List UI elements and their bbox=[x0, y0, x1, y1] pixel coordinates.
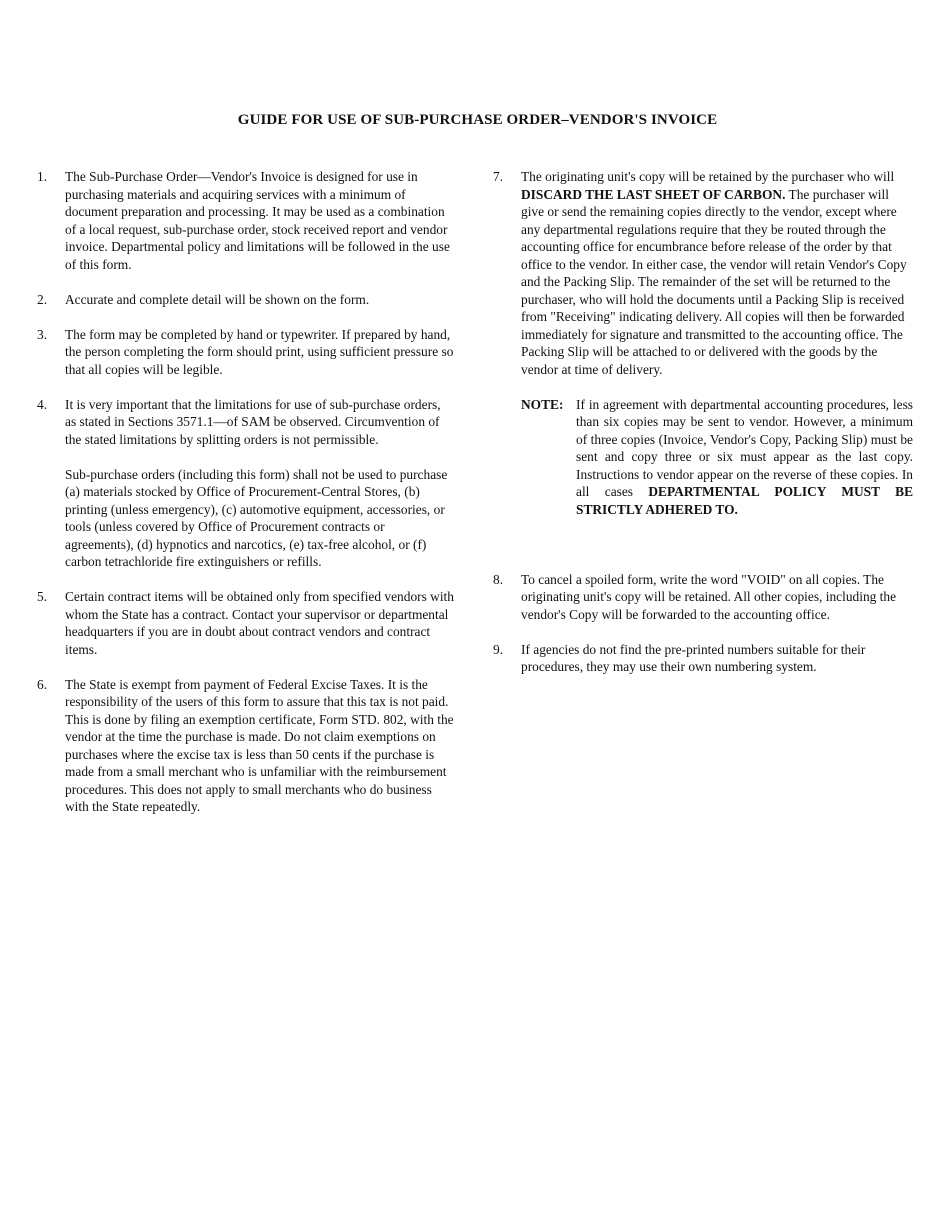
guide-item-6 bbox=[37, 676, 455, 816]
item-text bbox=[521, 168, 913, 378]
item-number: 8. bbox=[493, 571, 504, 587]
item-text: The State is exempt from payment of Federal Excise Taxes. It is the responsibility of the users of this form to assure that this tax is not paid. This is done by filing an exemption certificate, Form STD. 802, with the vendor at the time the purchase is made. Do not claim exemptions on purchases where the excise tax is less than 50 cents if the purchase is made from a small merchant who is unfamiliar with the reimbursement procedures. This does not apply to small merchants who do business with the State repeatedly. bbox=[65, 676, 454, 814]
item-text: If agencies do not find the pre-printed numbers suitable for their procedures, they may use their own numbering system. bbox=[521, 641, 866, 674]
item-text: To cancel a spoiled form, write the word "VOID" on all copies. The originating unit's copy will be retained. All other copies, including the vendor's Copy will be forwarded to the accounting office. bbox=[521, 571, 897, 622]
item-number: 6. bbox=[37, 676, 48, 692]
guide-item-7 bbox=[493, 168, 913, 518]
item-text: Accurate and complete detail will be shown on the form. bbox=[65, 291, 370, 307]
item-number: 7. bbox=[493, 169, 504, 184]
item-text: The form may be completed by hand or typewriter. If prepared by hand, the person completing the form should print, using sufficient pressure so that all copies will be legible. bbox=[65, 326, 454, 377]
policy-emphasis: DEPARTMENTAL POLICY MUST BE STRICTLY ADHERED TO. bbox=[576, 484, 914, 517]
page-title: GUIDE FOR USE OF SUB-PURCHASE ORDER–VENDOR'S INVOICE bbox=[237, 112, 718, 128]
item-number: 4. bbox=[37, 396, 48, 412]
item-text-continued: Sub-purchase orders (including this form) shall not be used to purchase (a) materials stocked by Office of Procurement-Central Stores, (b) printing (unless emergency), (c) automotive equipment, accessories, or tools (unless covered by Office of Procurement contracts or agreements), (d) hypnotics and narcotics, (e) tax-free alcohol, or (f) carbon tetrachloride fire extinguishers or refills. bbox=[65, 466, 448, 569]
guide-item-9 bbox=[493, 641, 913, 676]
left-column bbox=[37, 168, 455, 833]
right-column bbox=[493, 168, 913, 693]
guide-item-3 bbox=[37, 326, 455, 379]
item-text-end: The purchaser will give or send the remaining copies directly to the vendor, except where any departmental regulations require that they be routed through the accounting office for encumbrance before release of the order by that office to the vendor. In either case, the vendor will retain Vendor's Copy and the Packing Slip. The remainder of the set will be returned to the purchaser, who will hold the documents until a Packing Slip is received from "Receiving" indicating delivery. All copies will then be forwarded immediately for signature and transmitted to the accounting office. The Packing Slip will be attached to or delivered with the goods by the vendor at time of delivery. bbox=[521, 186, 907, 377]
guide-item-8 bbox=[493, 571, 913, 624]
note-block bbox=[521, 396, 913, 519]
item-number: 1. bbox=[37, 169, 48, 184]
spacer bbox=[493, 536, 913, 571]
item-number: 2. bbox=[37, 291, 48, 307]
note-text: If in agreement with departmental accounting procedures, less than six copies may be sent to vendor. However, a minimum of three copies (Invoice, Vendor's Copy, Packing Slip) must be sent and copy three or six must appear as the last copy. Instructions to vendor appear on the reverse of these copies. In all cases bbox=[576, 396, 913, 499]
guide-item-4 bbox=[37, 396, 455, 571]
item-number: 3. bbox=[37, 326, 48, 342]
item-text-start: The originating unit's copy will be retained by the purchaser who will bbox=[521, 169, 895, 184]
item-number: 9. bbox=[493, 641, 504, 657]
item-text: Certain contract items will be obtained only from specified vendors with whom the State has a contract. Contact your supervisor or departmental headquarters if you are in doubt about contract vendors and contract items. bbox=[65, 589, 454, 657]
item-text: The Sub-Purchase Order—Vendor's Invoice is designed for use in purchasing materials and acquiring services with a minimum of document preparation and processing. It may be used as a combination of a local request, sub-purchase order, stock received report and vendor invoice. Departmental policy and limitations will be followed in the use of this form. bbox=[65, 169, 450, 272]
item-text: It is very important that the limitations for use of sub-purchase orders, as stated in Sections 3571.1—of SAM be observed. Circumvention of the stated limitations by splitting orders is not permissible. bbox=[65, 396, 441, 447]
item-number: 5. bbox=[37, 589, 48, 604]
discard-carbon-instruction: DISCARD THE LAST SHEET OF CARBON. bbox=[521, 186, 786, 202]
guide-item-1 bbox=[37, 168, 455, 273]
guide-item-5 bbox=[37, 588, 455, 658]
note-label: NOTE: bbox=[521, 396, 564, 412]
guide-item-2 bbox=[37, 291, 455, 309]
